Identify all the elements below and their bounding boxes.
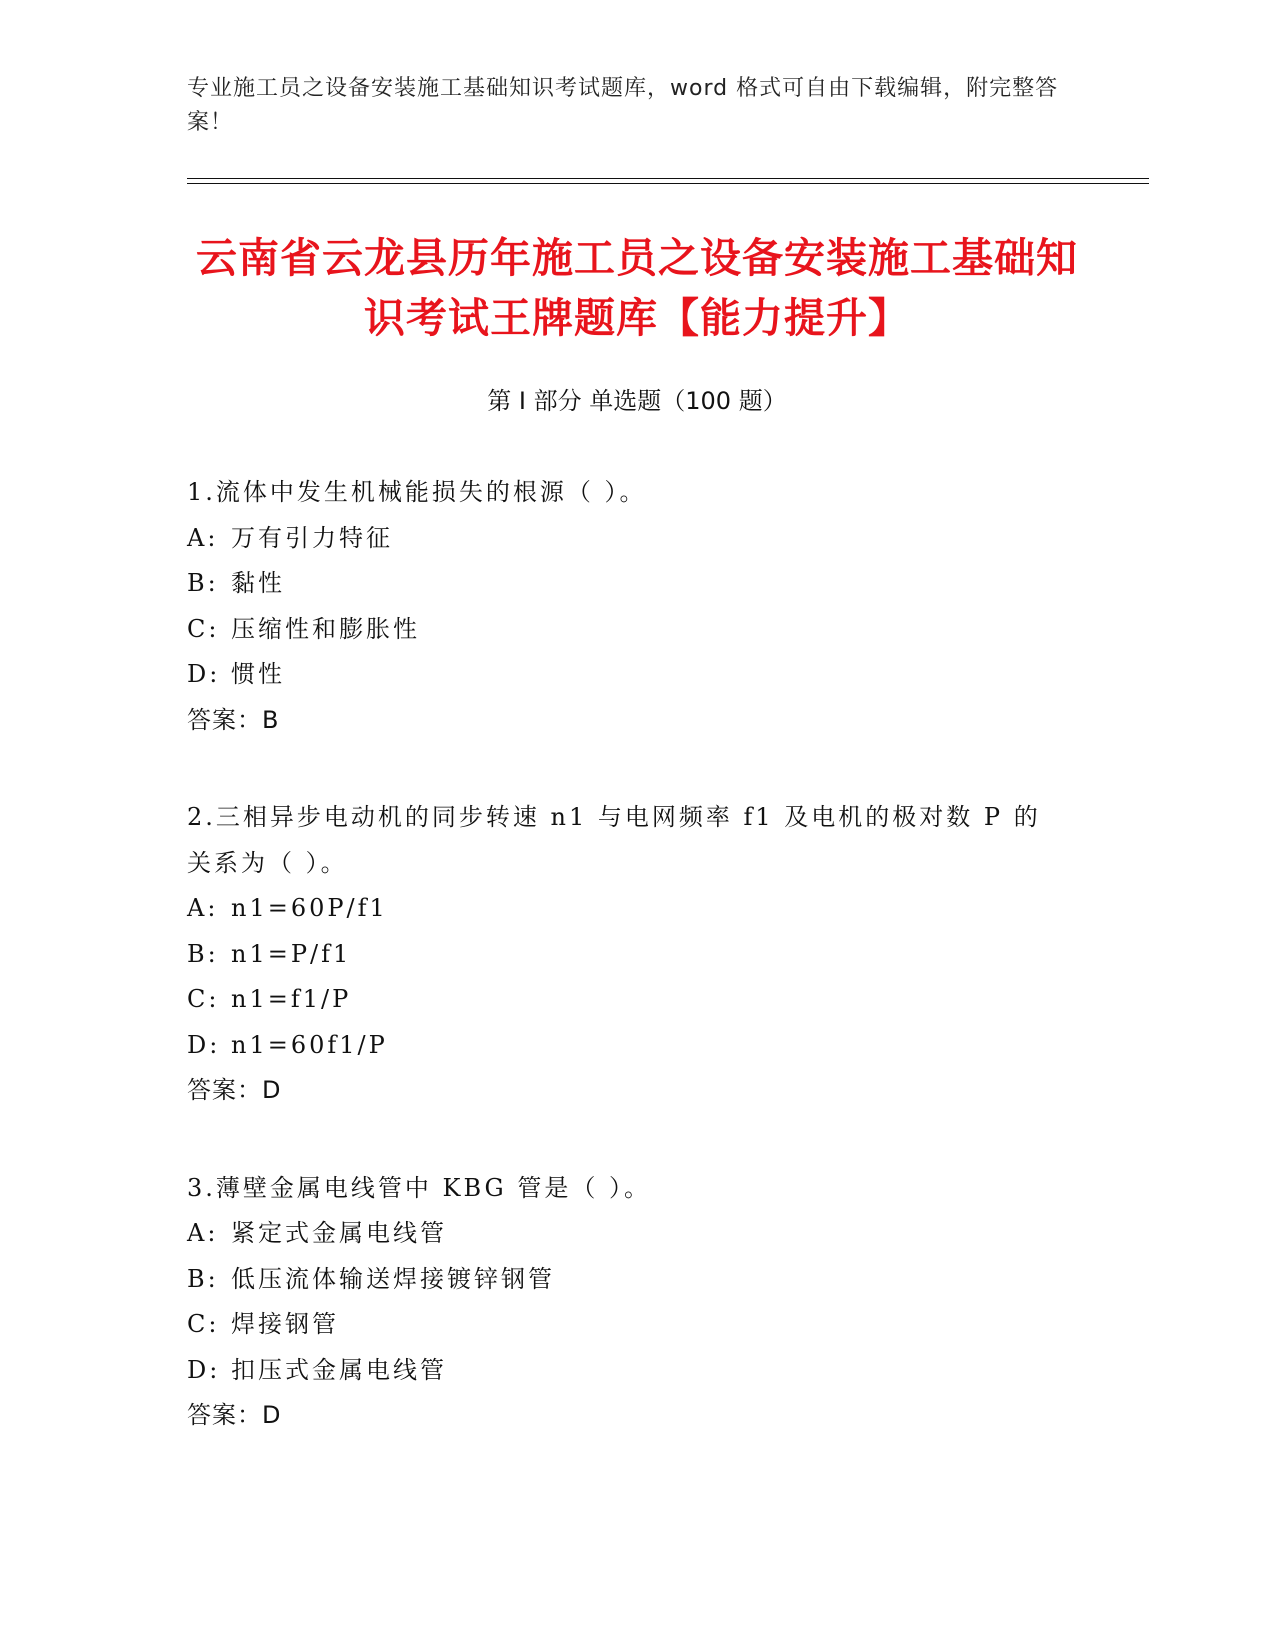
option-a [187, 886, 1067, 932]
answer: 答案：D [187, 1076, 282, 1104]
option-a [187, 1211, 1067, 1257]
option-text: 压缩性和膨胀性 [231, 614, 420, 643]
option-letter: C: [187, 985, 220, 1013]
option-c [187, 1302, 1067, 1348]
option-d [187, 1023, 1067, 1069]
option-letter: D: [187, 1030, 221, 1059]
document-title: 云南省云龙县历年施工员之设备安装施工基础知识考试王牌题库【能力提升】 [196, 234, 1078, 342]
header-divider-top [187, 178, 1149, 179]
option-d [187, 1348, 1067, 1394]
question-stem: 2.三相异步电动机的同步转速 n1 与电网频率 f1 及电机的极对数 P 的关系为（ ）。 [187, 803, 1041, 877]
option-letter: A: [187, 523, 219, 552]
option-letter: C: [187, 614, 220, 643]
option-text: 紧定式金属电线管 [231, 1219, 447, 1247]
option-text: n1=60f1/P [231, 1030, 388, 1059]
option-c [187, 607, 1067, 653]
option-letter: B: [187, 569, 219, 597]
option-text: n1=60P/f1 [231, 894, 388, 922]
option-letter: D: [187, 660, 221, 688]
option-letter: D: [187, 1355, 221, 1384]
question-list [187, 470, 1067, 1491]
option-text: 扣压式金属电线管 [231, 1355, 447, 1384]
option-letter: B: [187, 1264, 219, 1293]
option-text: n1=P/f1 [231, 939, 352, 968]
option-letter: B: [187, 939, 219, 968]
question-stem: 3.薄壁金属电线管中 KBG 管是（ ）。 [187, 1173, 651, 1202]
answer: 答案：B [187, 705, 280, 734]
option-text: 焊接钢管 [231, 1310, 339, 1338]
question-2 [187, 795, 1067, 1114]
option-d [187, 652, 1067, 698]
option-letter: A: [187, 1219, 219, 1247]
option-letter: C: [187, 1310, 220, 1338]
header-divider-bottom [187, 183, 1149, 184]
option-a [187, 516, 1067, 562]
answer: 答案：D [187, 1401, 282, 1429]
section-title: 第 I 部分 单选题（100 题） [487, 387, 787, 415]
option-b [187, 561, 1067, 607]
option-text: 低压流体输送焊接镀锌钢管 [231, 1264, 555, 1293]
option-text: 惯性 [231, 660, 285, 688]
option-text: n1=f1/P [231, 985, 352, 1013]
option-text: 万有引力特征 [231, 523, 393, 552]
option-text: 黏性 [231, 569, 285, 597]
option-letter: A: [187, 894, 219, 922]
option-b [187, 932, 1067, 978]
header-note: 专业施工员之设备安装施工基础知识考试题库，word 格式可自由下载编辑，附完整答案！ [187, 76, 1059, 135]
option-c [187, 977, 1067, 1023]
question-3 [187, 1166, 1067, 1439]
question-stem: 1.流体中发生机械能损失的根源（ ）。 [187, 478, 647, 506]
option-b [187, 1257, 1067, 1303]
question-1 [187, 470, 1067, 743]
